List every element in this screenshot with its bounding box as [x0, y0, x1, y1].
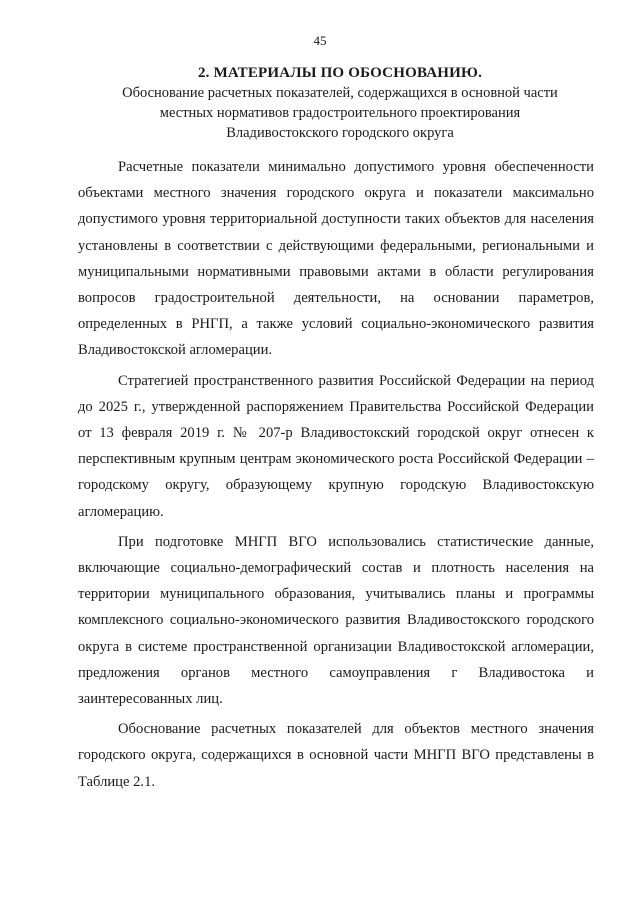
- section-subtitle-line: Владивостокского городского округа: [226, 125, 454, 141]
- paragraph: Расчетные показатели минимально допустимого уровня обеспеченности объектами местного значения городского округа и показатели максимально допустимого уровня территориальной доступности таких объектов для населения установлены в соответствии с действующими федеральными, региональными и муниципальными нормативными правовыми актами в области регулирования вопросов градостроительной деятельности, на основании параметров, определенных в РНГП, а также условий социально-экономического развития Владивостокской агломерации.: [78, 159, 594, 359]
- paragraph: Обоснование расчетных показателей для объектов местного значения городского округа, содержащихся в основной части МНГП ВГО представлены в Таблице 2.1.: [78, 721, 594, 790]
- paragraph: Стратегией пространственного развития Российской Федерации на период до 2025 г., утвержденной распоряжением Правительства Российской Федерации от 13 февраля 2019 г. № 207-р Владивостокский городской округ отнесен к перспективным крупным центрам экономического роста Российской Федерации – городскому округу, образующему крупную городскую Владивостокскую агломерацию.: [78, 372, 594, 520]
- section-title: 2. МАТЕРИАЛЫ ПО ОБОСНОВАНИЮ.: [197, 65, 483, 81]
- section-heading: [60, 64, 620, 143]
- section-subtitle-line: местных нормативов градостроительного проектирования: [159, 105, 521, 121]
- body-text: [78, 154, 594, 795]
- page-number: 45: [313, 33, 327, 48]
- paragraph: При подготовке МНГП ВГО использовались статистические данные, включающие социально-демографический состав и плотность населения на территории муниципального образования, учитывались планы и программы комплексного социально-экономического развития Владивостокского городского округа в системе пространственной организации Владивостокской агломерации, предложения органов местного самоуправления г Владивостока и заинтересованных лиц.: [78, 533, 594, 708]
- section-subtitle-line: Обоснование расчетных показателей, содержащихся в основной части: [122, 85, 558, 101]
